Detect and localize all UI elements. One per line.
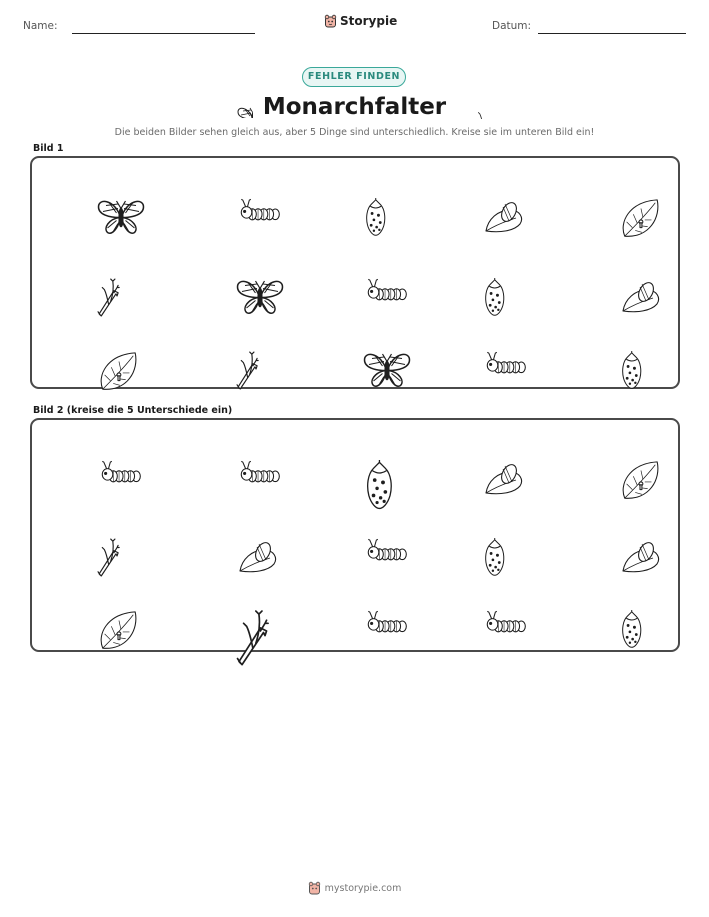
- storypie-logo: [324, 14, 397, 28]
- name-line[interactable]: [72, 33, 255, 34]
- butterfly-icon: [212, 260, 260, 296]
- seed-leaf-icon[interactable]: [597, 520, 641, 556]
- seed-leaf-icon[interactable]: [460, 442, 504, 478]
- title-butterfly-icon: [221, 94, 253, 122]
- twig-icon: [225, 332, 247, 370]
- footer-url: mystorypie.com: [324, 882, 402, 894]
- chrysalis-icon: [606, 331, 632, 371]
- storypie-mascot-icon: [324, 14, 337, 28]
- title-twig-icon: [462, 93, 482, 123]
- chrysalis-icon[interactable]: [469, 518, 495, 558]
- caterpillar-icon[interactable]: [340, 525, 386, 551]
- chrysalis-icon: [350, 178, 376, 218]
- leaf-icon[interactable]: [76, 588, 118, 632]
- name-label: Name:: [23, 20, 58, 32]
- caterpillar-icon[interactable]: [459, 597, 505, 623]
- caterpillar-icon[interactable]: [340, 597, 386, 623]
- chrysalis-icon: [469, 258, 495, 298]
- caterpillar-icon: [459, 338, 505, 364]
- picture-2-panel[interactable]: [30, 418, 680, 652]
- footer: [0, 881, 709, 895]
- caterpillar-icon[interactable]: [213, 447, 259, 473]
- seed-leaf-icon: [597, 260, 641, 296]
- chrysalis-icon[interactable]: [606, 590, 632, 630]
- twig-icon: [86, 259, 108, 297]
- date-label: Datum:: [492, 20, 532, 32]
- chrysalis-icon[interactable]: [346, 434, 380, 486]
- picture-1-panel: [30, 156, 680, 389]
- worksheet-type-badge: FEHLER FINDEN: [302, 67, 406, 87]
- leaf-icon: [76, 329, 118, 373]
- brand-name: Storypie: [340, 14, 398, 28]
- butterfly-icon: [73, 180, 121, 216]
- twig-icon[interactable]: [86, 519, 108, 557]
- leaf-icon: [598, 176, 640, 220]
- leaf-icon[interactable]: [598, 438, 640, 482]
- picture-2-label: Bild 2 (kreise die 5 Unterschiede ein): [33, 405, 233, 416]
- seed-leaf-icon[interactable]: [214, 520, 258, 556]
- page-title: Monarchfalter: [262, 94, 447, 120]
- caterpillar-icon[interactable]: [74, 447, 120, 473]
- seed-leaf-icon: [460, 180, 504, 216]
- instructions-text: Die beiden Bilder sehen gleich aus, aber 5 Dinge sind unterschiedlich. Kreise sie im unteren Bild ein!: [114, 127, 595, 138]
- caterpillar-icon: [213, 185, 259, 211]
- butterfly-icon: [339, 333, 387, 369]
- storypie-mascot-icon: [308, 881, 321, 895]
- picture-1-label: Bild 1: [33, 143, 64, 154]
- twig-icon[interactable]: [220, 582, 252, 637]
- caterpillar-icon: [340, 265, 386, 291]
- date-line[interactable]: [538, 33, 686, 34]
